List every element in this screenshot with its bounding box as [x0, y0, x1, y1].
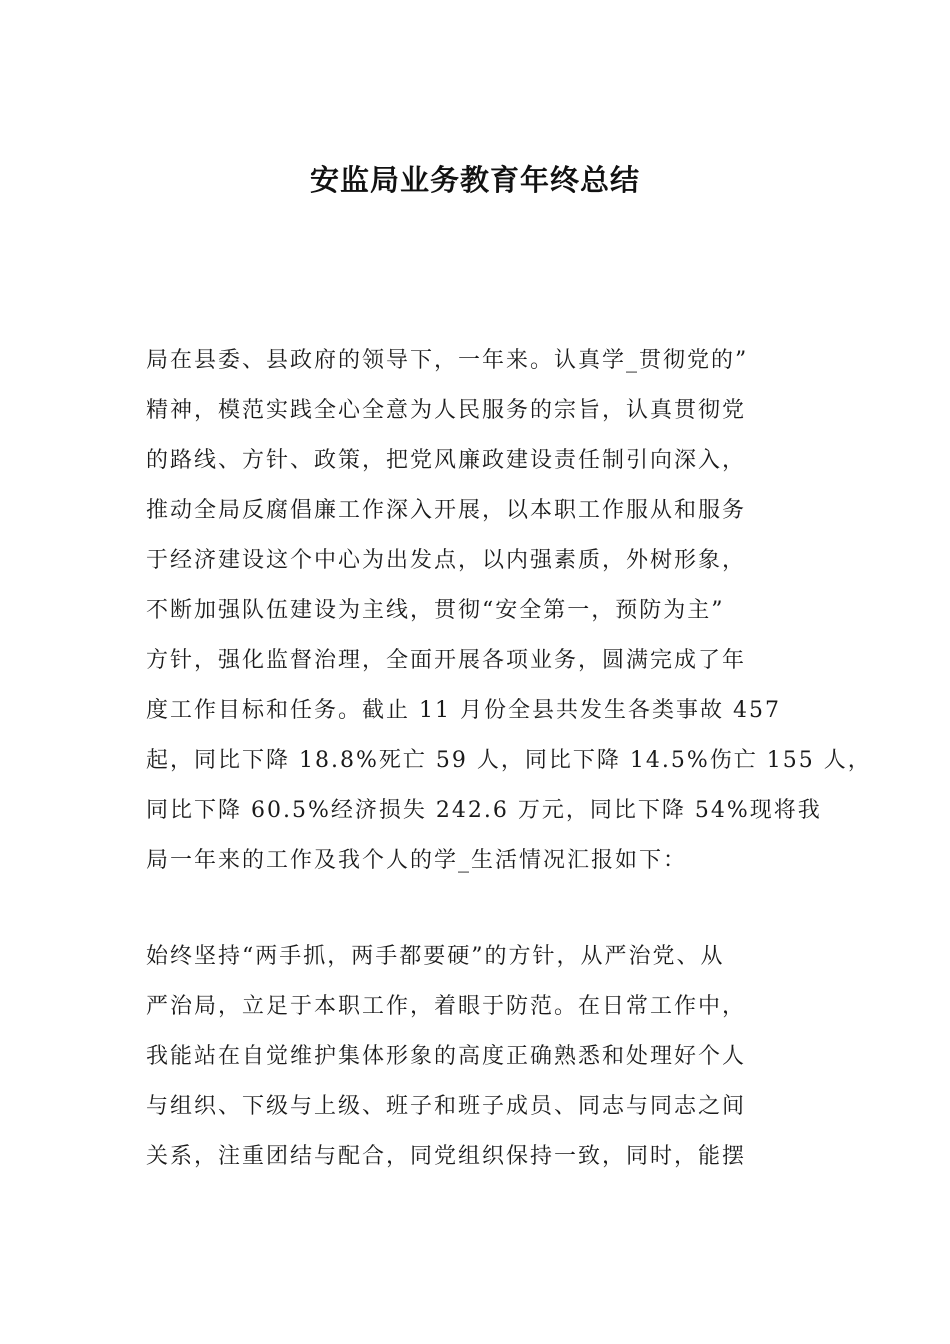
- paragraph-summary: [146, 344, 872, 894]
- paragraph-line: 关系，注重团结与配合，同党组织保持一致，同时，能摆: [146, 1144, 747, 1169]
- paragraph-line: 精神，模范实践全心全意为人民服务的宗旨，认真贯彻党: [146, 398, 747, 423]
- paragraph-line: 不断加强队伍建设为主线，贯彻“安全第一，预防为主”: [146, 598, 725, 623]
- paragraph-line: 始终坚持“两手抓，两手都要硬”的方针，从严治党、从: [146, 944, 725, 969]
- paragraph-line: 我能站在自觉维护集体形象的高度正确熟悉和处理好个人: [146, 1044, 747, 1069]
- paragraph-line: 起，同比下降 18.8%死亡 59 人，同比下降 14.5%伤亡 155 人，: [146, 748, 872, 773]
- paragraph-line: 于经济建设这个中心为出发点，以内强素质，外树形象，: [146, 548, 747, 573]
- paragraph-line: 同比下降 60.5%经济损失 242.6 万元，同比下降 54%现将我: [146, 798, 822, 823]
- paragraph-work-principles: [146, 940, 826, 1190]
- paragraph-line: 方针，强化监督治理，全面开展各项业务，圆满完成了年: [146, 648, 747, 673]
- paragraph-line: 严治局，立足于本职工作，着眼于防范。在日常工作中，: [146, 994, 747, 1019]
- paragraph-line: 局一年来的工作及我个人的学_生活情况汇报如下：: [146, 848, 688, 873]
- paragraph-line: 推动全局反腐倡廉工作深入开展，以本职工作服从和服务: [146, 498, 747, 523]
- paragraph-line: 的路线、方针、政策，把党风廉政建设责任制引向深入，: [146, 448, 747, 473]
- paragraph-line: 与组织、下级与上级、班子和班子成员、同志与同志之间: [146, 1094, 747, 1119]
- paragraph-line: 局在县委、县政府的领导下，一年来。认真学_贯彻党的”: [146, 348, 749, 373]
- document-title: 安监局业务教育年终总结: [309, 163, 640, 197]
- paragraph-line: 度工作目标和任务。截止 11 月份全县共发生各类事故 457: [146, 698, 781, 723]
